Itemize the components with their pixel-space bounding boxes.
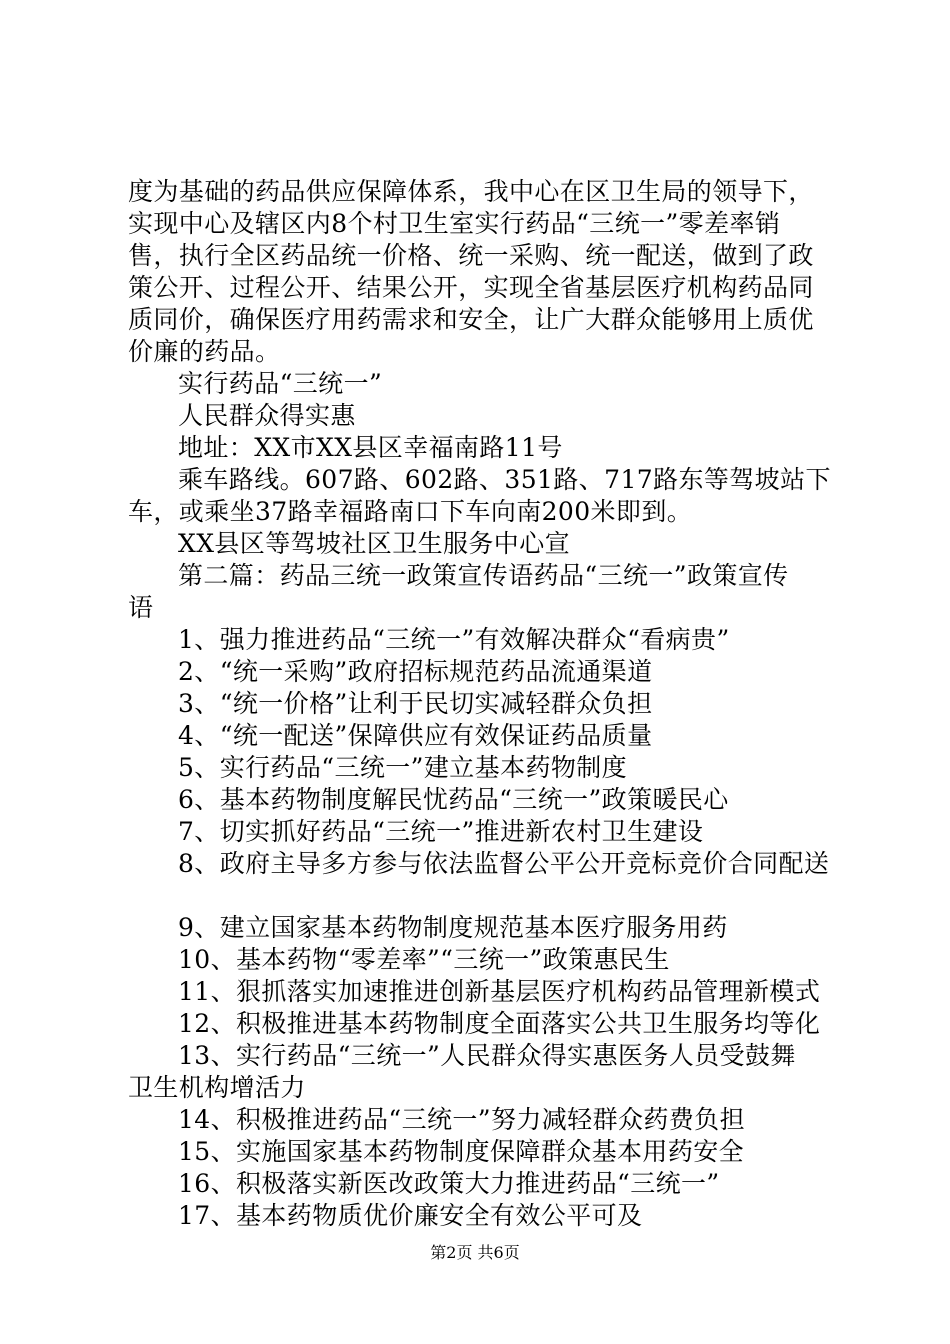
paragraph-line: 质同价，确保医疗用药需求和安全，让广大群众能够用上质优 xyxy=(128,305,814,334)
paragraph-line: 策公开、过程公开、结果公开，实现全省基层医疗机构药品同 xyxy=(128,273,814,302)
document-body xyxy=(128,176,833,1232)
page-footer: 第2页 共6页 xyxy=(430,1243,520,1262)
list-item: 13、实行药品“三统一”人民群众得实惠医务人员受鼓舞 xyxy=(178,1041,796,1070)
list-item: 12、积极推进基本药物制度全面落实公共卫生服务均等化 xyxy=(178,1009,821,1038)
list-item: 6、基本药物制度解民忧药品“三统一”政策暖民心 xyxy=(178,785,729,814)
list-item: 10、基本药物“零差率”“三统一”政策惠民生 xyxy=(178,945,670,974)
list-item: 11、狠抓落实加速推进创新基层医疗机构药品管理新模式 xyxy=(178,977,821,1006)
paragraph-line: 售，执行全区药品统一价格、统一采购、统一配送，做到了政 xyxy=(128,241,814,270)
list-item: 17、基本药物质优价廉安全有效公平可及 xyxy=(178,1201,643,1230)
organization-line: XX县区等驾坡社区卫生服务中心宣 xyxy=(178,529,570,558)
route-line: 车，或乘坐37路幸福路南口下车向南200米即到。 xyxy=(128,497,693,526)
list-item: 5、实行药品“三统一”建立基本药物制度 xyxy=(178,753,628,782)
blank-line xyxy=(128,880,833,912)
section-title: 第二篇：药品三统一政策宣传语药品“三统一”政策宣传 xyxy=(178,561,789,590)
list-item: 4、“统一配送”保障供应有效保证药品质量 xyxy=(178,721,653,750)
list-item: 16、积极落实新医改政策大力推进药品“三统一” xyxy=(178,1169,720,1198)
list-item: 15、实施国家基本药物制度保障群众基本用药安全 xyxy=(178,1137,745,1166)
list-item: 3、“统一价格”让利于民切实减轻群众负担 xyxy=(178,689,653,718)
list-item: 7、切实抓好药品“三统一”推进新农村卫生建设 xyxy=(178,817,704,846)
route-line: 乘车路线。607路、602路、351路、717路东等驾坡站下 xyxy=(178,465,831,494)
paragraph-line: 实现中心及辖区内8个村卫生室实行药品“三统一”零差率销 xyxy=(128,209,781,238)
list-item-continuation: 卫生机构增活力 xyxy=(128,1073,306,1102)
list-item: 1、强力推进药品“三统一”有效解决群众“看病贵” xyxy=(178,625,730,654)
address-line: 地址：XX市XX县区幸福南路11号 xyxy=(178,433,563,462)
paragraph-line: 度为基础的药品供应保障体系，我中心在区卫生局的领导下， xyxy=(128,177,814,206)
slogan-line: 实行药品“三统一” xyxy=(178,369,383,398)
slogan-line: 人民群众得实惠 xyxy=(178,401,356,430)
section-title: 语 xyxy=(128,593,154,622)
list-item: 14、积极推进药品“三统一”努力减轻群众药费负担 xyxy=(178,1105,745,1134)
list-item: 8、政府主导多方参与依法监督公平公开竞标竞价合同配送 xyxy=(178,849,830,878)
list-item: 9、建立国家基本药物制度规范基本医疗服务用药 xyxy=(178,913,728,942)
paragraph-line: 价廉的药品。 xyxy=(128,337,281,366)
list-item: 2、“统一采购”政府招标规范药品流通渠道 xyxy=(178,657,653,686)
